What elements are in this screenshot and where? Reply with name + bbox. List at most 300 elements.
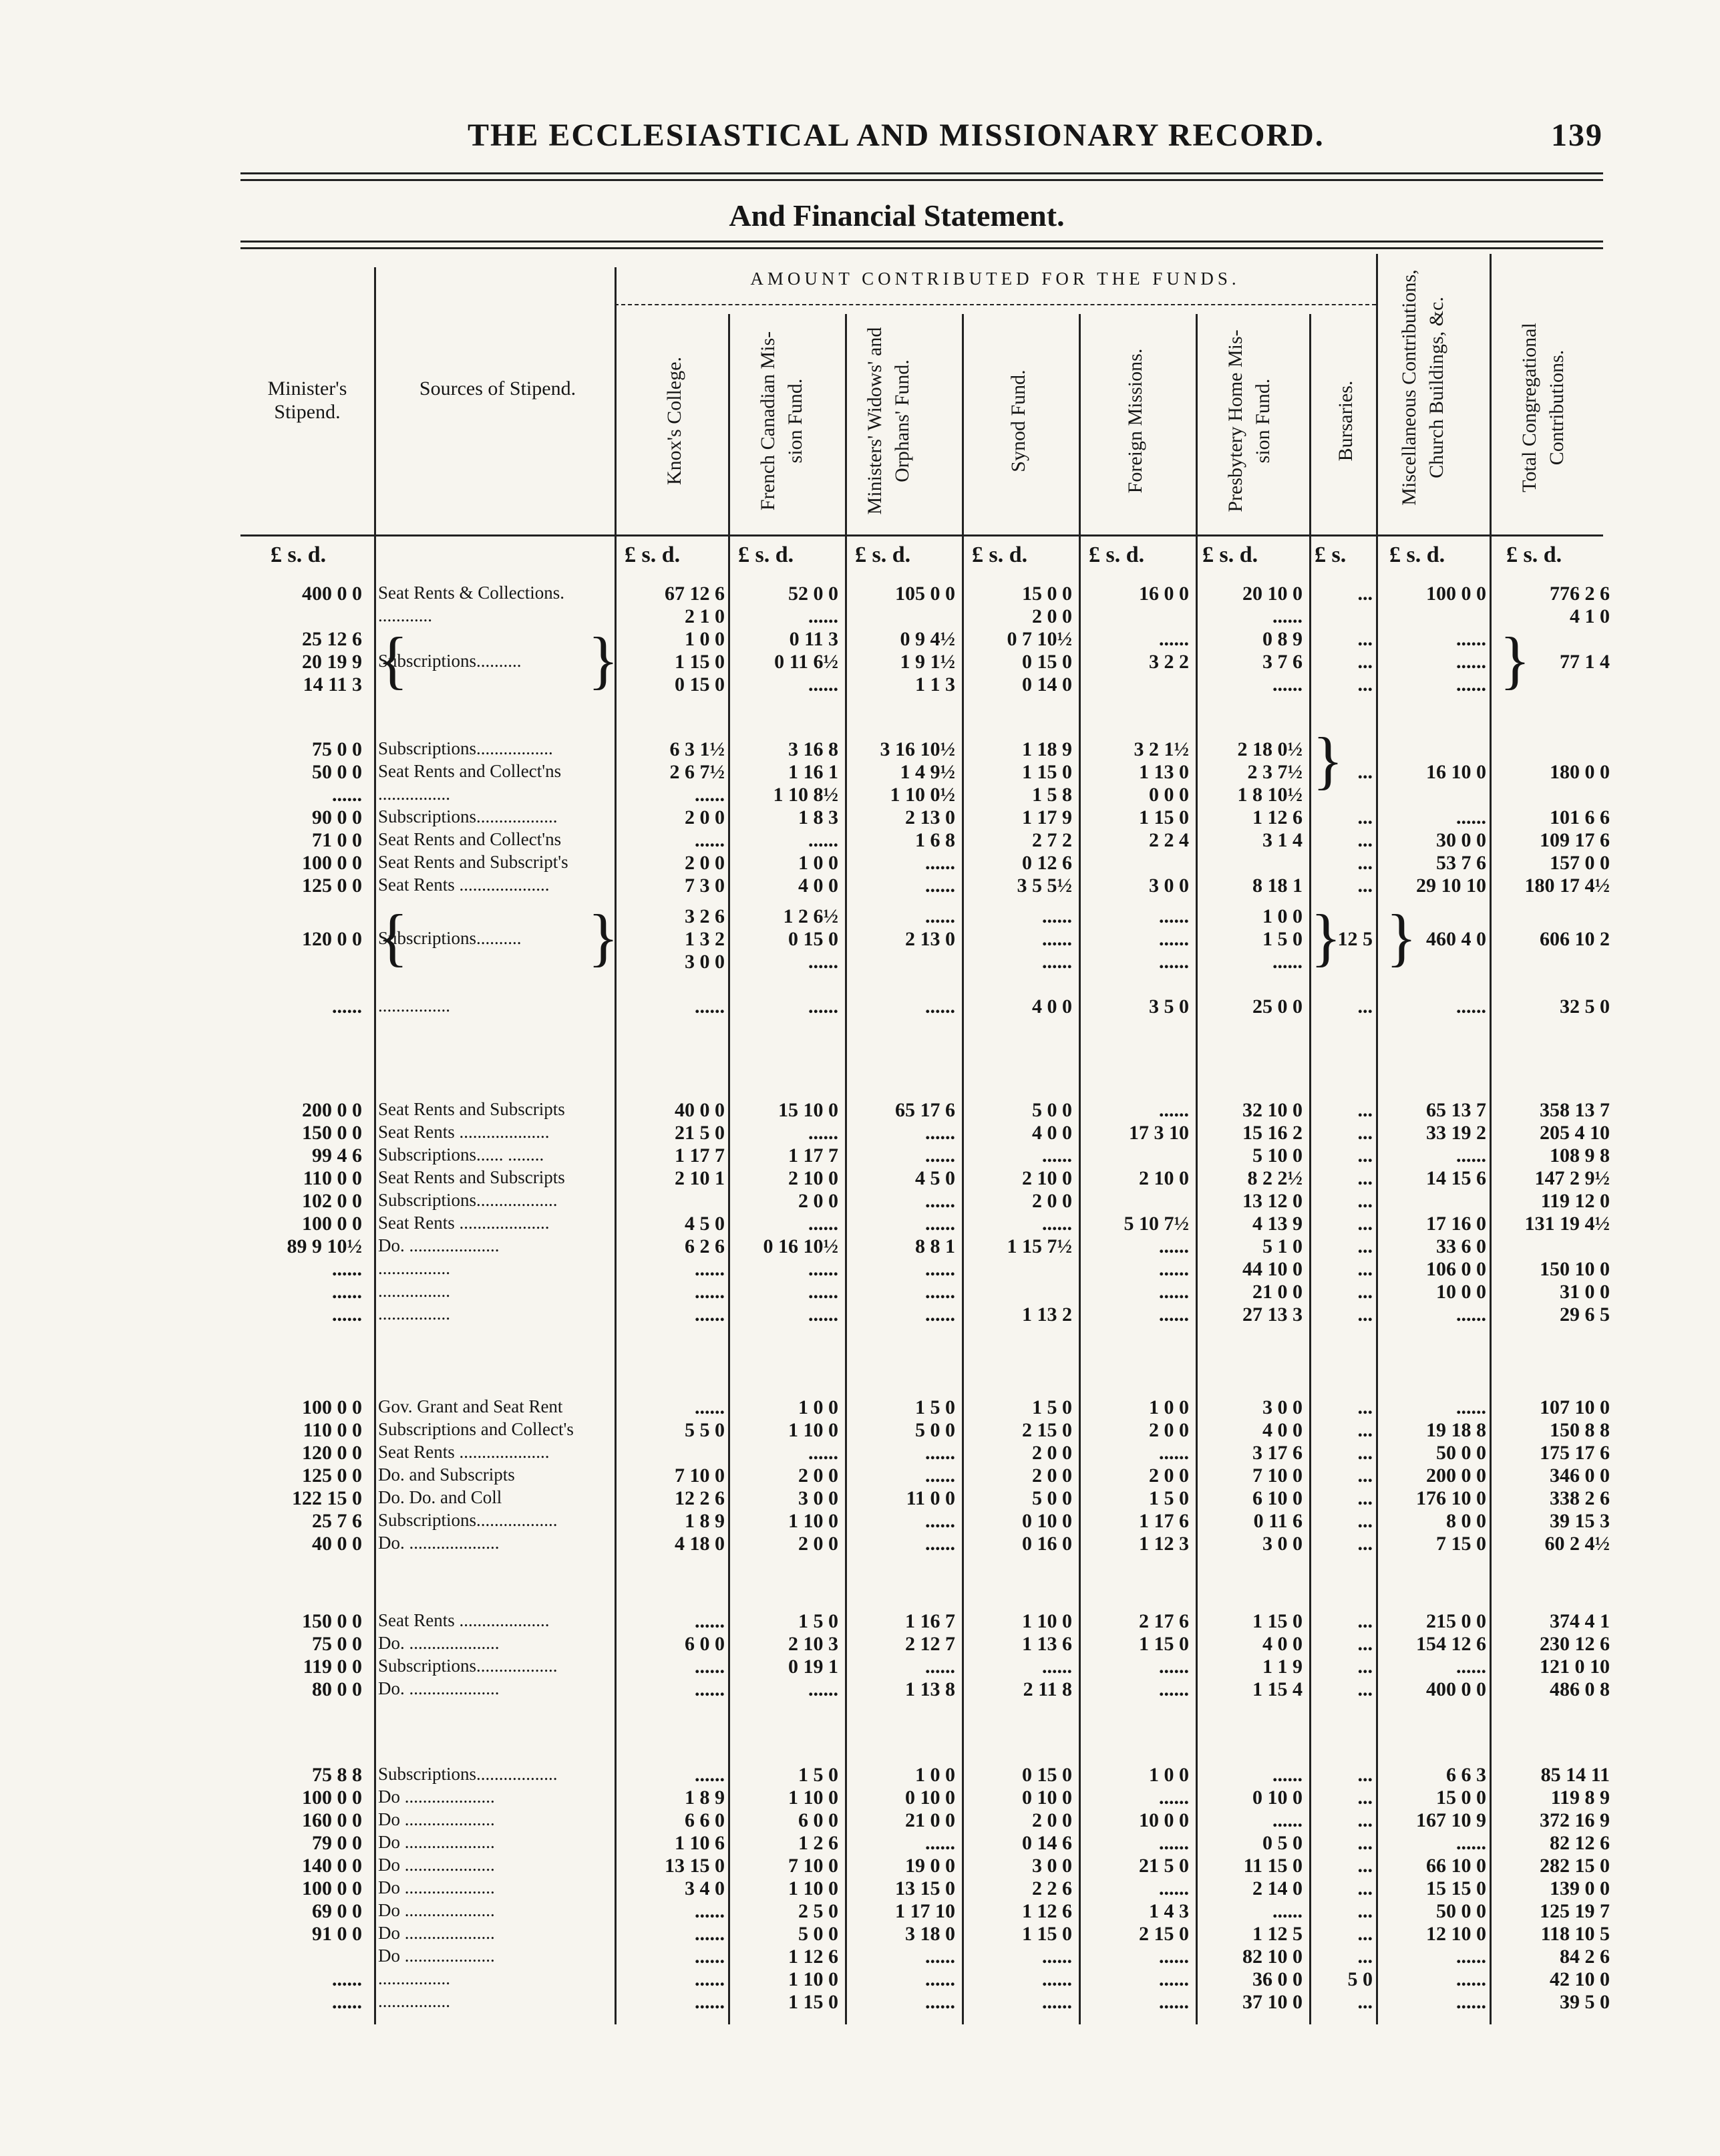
source-cell: Subscriptions.................. xyxy=(378,1510,558,1530)
table-row xyxy=(0,1235,1720,1258)
total-cell: 119 8 9 xyxy=(1550,1787,1610,1809)
misc-cell: 400 0 0 xyxy=(1426,1678,1486,1700)
synod-cell: 0 15 0 xyxy=(1022,1764,1072,1786)
synod-cell: 2 0 0 xyxy=(1032,1809,1072,1831)
presbytery-header: Presbytery Home Mis- sion Fund. xyxy=(1224,329,1274,512)
synod-cell: ...... xyxy=(1042,1946,1072,1968)
table-row xyxy=(0,928,1720,951)
table-row xyxy=(0,1678,1720,1701)
misc-cell: 50 0 0 xyxy=(1436,1442,1486,1464)
misc-cell: 6 6 3 xyxy=(1446,1764,1486,1786)
total-cell: 39 5 0 xyxy=(1560,1991,1610,2013)
source-cell: Do .................... xyxy=(378,1832,495,1852)
table-row xyxy=(0,583,1720,605)
foreign-cell: 3 2 1½ xyxy=(1134,738,1189,760)
total-cell: 101 6 6 xyxy=(1550,806,1610,828)
table-row xyxy=(0,1533,1720,1555)
brace-right: } xyxy=(588,901,619,973)
french-cell: 1 8 3 xyxy=(798,806,838,828)
stipend-cell: ...... xyxy=(332,1281,362,1303)
source-cell: Subscriptions...... ........ xyxy=(378,1144,544,1165)
misc-cell: 154 12 6 xyxy=(1416,1633,1486,1655)
table-row xyxy=(0,1099,1720,1122)
misc-cell: 7 15 0 xyxy=(1436,1533,1486,1555)
knox-cell: 2 0 0 xyxy=(685,806,725,828)
knox-cell: 2 10 1 xyxy=(675,1167,725,1189)
foreign-cell: ...... xyxy=(1159,1968,1189,1990)
table-row xyxy=(0,905,1720,928)
unit-label: £ s. d. xyxy=(972,543,1028,567)
total-cell: 372 16 9 xyxy=(1540,1809,1610,1831)
widows-cell: ...... xyxy=(925,1258,955,1280)
stipend-cell: 102 0 0 xyxy=(302,1190,362,1212)
amount-heading-rule xyxy=(615,304,1376,305)
widows-cell: 2 12 7 xyxy=(905,1633,955,1655)
presbytery-cell: 37 10 0 xyxy=(1242,1991,1303,2013)
stipend-cell: ...... xyxy=(332,1258,362,1280)
synod-cell: 1 5 8 xyxy=(1032,784,1072,806)
foreign-cell: ...... xyxy=(1159,1099,1189,1121)
synod-cell: ...... xyxy=(1042,951,1072,973)
synod-cell: 0 15 0 xyxy=(1022,651,1072,673)
bursaries-cell: ... xyxy=(1357,1809,1373,1831)
french-cell: 1 10 0 xyxy=(788,1787,838,1809)
stipend-cell: 90 0 0 xyxy=(312,806,362,828)
stipend-cell: 50 0 0 xyxy=(312,761,362,783)
presbytery-cell: 3 0 0 xyxy=(1262,1533,1303,1555)
synod-cell: 1 18 9 xyxy=(1022,738,1072,760)
total-cell: 205 4 10 xyxy=(1540,1122,1610,1144)
foreign-cell: ...... xyxy=(1159,1303,1189,1326)
stipend-cell: 150 0 0 xyxy=(302,1122,362,1144)
widows-cell: ...... xyxy=(925,1122,955,1144)
table-row xyxy=(0,1809,1720,1832)
synod-cell: ...... xyxy=(1042,1991,1072,2013)
knox-cell: ...... xyxy=(695,1396,725,1418)
widows-cell: ...... xyxy=(925,1533,955,1555)
source-cell: Seat Rents .................... xyxy=(378,1122,550,1142)
presbytery-cell: 1 15 4 xyxy=(1252,1678,1303,1700)
widows-cell: 0 9 4½ xyxy=(900,628,955,650)
table-row xyxy=(0,1144,1720,1167)
stipend-cell: 120 0 0 xyxy=(302,928,362,950)
french-cell: 2 0 0 xyxy=(798,1465,838,1487)
misc-cell: 460 4 0 xyxy=(1426,928,1486,950)
presbytery-cell: 11 15 0 xyxy=(1243,1855,1303,1877)
french-cell: ...... xyxy=(808,951,838,973)
running-header xyxy=(240,117,1603,164)
bursaries-cell: ... xyxy=(1357,806,1373,828)
bursaries-cell: ... xyxy=(1357,1235,1373,1257)
stipend-cell: 89 9 10½ xyxy=(287,1235,362,1257)
french-cell: 2 10 3 xyxy=(788,1633,838,1655)
knox-cell: ...... xyxy=(695,1968,725,1990)
misc-cell: ...... xyxy=(1456,995,1486,1018)
misc-cell: 66 10 0 xyxy=(1426,1855,1486,1877)
total-cell: 39 15 3 xyxy=(1550,1510,1610,1532)
source-cell: ............ xyxy=(378,605,432,625)
synod-cell: 2 0 0 xyxy=(1032,1465,1072,1487)
misc-cell: 176 10 0 xyxy=(1416,1487,1486,1509)
presbytery-cell: 27 13 3 xyxy=(1242,1303,1303,1326)
stipend-cell: ...... xyxy=(332,1991,362,2013)
bursaries-cell: ... xyxy=(1357,875,1373,897)
french-cell: 1 10 0 xyxy=(788,1968,838,1990)
bursaries-cell: ... xyxy=(1357,1510,1373,1532)
knox-cell: 2 0 0 xyxy=(685,852,725,874)
total-cell: 121 0 10 xyxy=(1540,1656,1610,1678)
widows-cell: 19 0 0 xyxy=(905,1855,955,1877)
bursaries-cell: ... xyxy=(1357,995,1373,1018)
stipend-cell: 40 0 0 xyxy=(312,1533,362,1555)
stipend-cell: ...... xyxy=(332,1968,362,1990)
synod-cell: 1 13 6 xyxy=(1022,1633,1072,1655)
stipend-cell: 91 0 0 xyxy=(312,1923,362,1945)
french-cell: 1 2 6 xyxy=(798,1832,838,1854)
table-row xyxy=(0,1968,1720,1991)
french-cell: ...... xyxy=(808,605,838,627)
stipend-cell: 71 0 0 xyxy=(312,829,362,851)
foreign-cell: ...... xyxy=(1159,1442,1189,1464)
page-title: THE ECCLESIASTICAL AND MISSIONARY RECORD. xyxy=(468,118,1325,153)
total-cell: 180 17 4½ xyxy=(1524,875,1610,897)
widows-cell: ...... xyxy=(925,1144,955,1167)
presbytery-cell: 2 18 0½ xyxy=(1237,738,1303,760)
knox-cell: 1 8 9 xyxy=(685,1787,725,1809)
total-cell: 131 19 4½ xyxy=(1524,1213,1610,1235)
foreign-cell: ...... xyxy=(1159,1877,1189,1899)
widows-cell: 8 8 1 xyxy=(915,1235,955,1257)
foreign-cell: ...... xyxy=(1159,951,1189,973)
bursaries-cell: ... xyxy=(1357,1487,1373,1509)
table-row xyxy=(0,1991,1720,2014)
total-cell: 150 10 0 xyxy=(1540,1258,1610,1280)
stipend-cell: 79 0 0 xyxy=(312,1832,362,1854)
stipend-cell: 14 11 3 xyxy=(303,673,362,696)
synod-cell: 1 12 6 xyxy=(1022,1900,1072,1922)
knox-cell: ...... xyxy=(695,1923,725,1945)
brace-right: } xyxy=(588,624,619,696)
source-cell: ................ xyxy=(378,995,450,1016)
table-row xyxy=(0,1122,1720,1144)
presbytery-cell: 0 5 0 xyxy=(1262,1832,1303,1854)
foreign-cell: 3 0 0 xyxy=(1149,875,1189,897)
knox-cell: 6 2 6 xyxy=(685,1235,725,1257)
misc-cell: ...... xyxy=(1456,651,1486,673)
misc-cell: 15 15 0 xyxy=(1426,1877,1486,1899)
total-cell: 60 2 4½ xyxy=(1544,1533,1610,1555)
total-cell: 119 12 0 xyxy=(1540,1190,1610,1212)
total-cell: 147 2 9½ xyxy=(1534,1167,1610,1189)
source-cell: Do .................... xyxy=(378,1946,495,1966)
table-row xyxy=(0,1610,1720,1633)
foreign-cell: ...... xyxy=(1159,1258,1189,1280)
table-row xyxy=(0,1877,1720,1900)
misc-cell: 106 0 0 xyxy=(1426,1258,1486,1280)
french-cell: ...... xyxy=(808,1678,838,1700)
stipend-cell: 99 4 6 xyxy=(312,1144,362,1167)
bursaries-cell: ... xyxy=(1357,1787,1373,1809)
synod-cell: 15 0 0 xyxy=(1022,583,1072,605)
knox-cell: 3 4 0 xyxy=(685,1877,725,1899)
total-cell: 338 2 6 xyxy=(1550,1487,1610,1509)
table-row xyxy=(0,852,1720,875)
bursaries-cell: ... xyxy=(1357,1923,1373,1945)
stipend-cell: 140 0 0 xyxy=(302,1855,362,1877)
source-cell: Seat Rents .................... xyxy=(378,1213,550,1233)
knox-cell: 3 0 0 xyxy=(685,951,725,973)
knox-cell: 1 17 7 xyxy=(675,1144,725,1167)
widows-cell: 1 1 3 xyxy=(915,673,955,696)
misc-header: Miscellaneous Contributions, Church Buildings, &c. xyxy=(1398,269,1447,506)
french-cell: 6 0 0 xyxy=(798,1809,838,1831)
table-row xyxy=(0,875,1720,897)
total-cell: 175 17 6 xyxy=(1540,1442,1610,1464)
source-cell: Subscriptions.......... xyxy=(378,928,522,948)
foreign-cell: 16 0 0 xyxy=(1139,583,1189,605)
total-cell: 776 2 6 xyxy=(1550,583,1610,605)
widows-cell: 1 9 1½ xyxy=(900,651,955,673)
table-row xyxy=(0,1190,1720,1213)
french-cell: 1 12 6 xyxy=(788,1946,838,1968)
widows-cell: ...... xyxy=(925,905,955,927)
knox-cell: 21 5 0 xyxy=(675,1122,725,1144)
bursaries-cell: ... xyxy=(1357,1678,1373,1700)
foreign-cell: ...... xyxy=(1159,628,1189,650)
bursaries-cell: ... xyxy=(1357,1533,1373,1555)
knox-cell: ...... xyxy=(695,1764,725,1786)
widows-cell: 1 6 8 xyxy=(915,829,955,851)
knox-cell: 1 3 2 xyxy=(685,928,725,950)
source-cell: ................ xyxy=(378,1991,450,2011)
source-cell: Do. .................... xyxy=(378,1678,500,1698)
bursaries-cell: ... xyxy=(1357,1877,1373,1899)
table-row xyxy=(0,1419,1720,1442)
bursaries-cell: ... xyxy=(1357,1656,1373,1678)
misc-cell: 33 19 2 xyxy=(1426,1122,1486,1144)
presbytery-cell: 20 10 0 xyxy=(1242,583,1303,605)
synod-cell: ...... xyxy=(1042,905,1072,927)
table-row xyxy=(0,995,1720,1018)
unit-label: £ s. d. xyxy=(738,543,794,567)
page-subtitle: And Financial Statement. xyxy=(729,198,1065,233)
foreign-cell: 2 0 0 xyxy=(1149,1465,1189,1487)
bursaries-cell: ... xyxy=(1357,1419,1373,1441)
synod-cell: 2 10 0 xyxy=(1022,1167,1072,1189)
knox-cell: 40 0 0 xyxy=(675,1099,725,1121)
table-row xyxy=(0,1764,1720,1787)
bursaries-cell: ... xyxy=(1357,628,1373,650)
knox-cell: ...... xyxy=(695,784,725,806)
source-cell: Seat Rents and Collect'ns xyxy=(378,761,562,781)
synod-cell: ...... xyxy=(1042,928,1072,950)
total-cell: 606 10 2 xyxy=(1540,928,1610,950)
stipend-cell: 75 0 0 xyxy=(312,738,362,760)
presbytery-cell: 25 0 0 xyxy=(1252,995,1303,1018)
bursaries-cell: ... xyxy=(1357,1213,1373,1235)
misc-cell: 33 6 0 xyxy=(1436,1235,1486,1257)
french-cell: 15 10 0 xyxy=(778,1099,838,1121)
table-row xyxy=(0,784,1720,806)
knox-cell: ...... xyxy=(695,1281,725,1303)
french-cell: 52 0 0 xyxy=(788,583,838,605)
knox-cell: 1 15 0 xyxy=(675,651,725,673)
bursaries-cell: ... xyxy=(1357,1832,1373,1854)
unit-label: £ s. d. xyxy=(1506,543,1562,567)
foreign-cell: 3 5 0 xyxy=(1149,995,1189,1018)
french-cell: 1 10 0 xyxy=(788,1510,838,1532)
total-cell: 486 0 8 xyxy=(1550,1678,1610,1700)
unit-label: £ s. d. xyxy=(855,543,911,567)
source-cell: Do .................... xyxy=(378,1877,495,1897)
synod-cell: ...... xyxy=(1042,1144,1072,1167)
foreign-cell: 1 0 0 xyxy=(1149,1764,1189,1786)
source-cell: Seat Rents and Subscript's xyxy=(378,852,568,872)
table-row xyxy=(0,651,1720,673)
bursaries-cell: ... xyxy=(1357,761,1373,783)
presbytery-cell: 3 1 4 xyxy=(1262,829,1303,851)
table-row xyxy=(0,1396,1720,1419)
stipend-cell: 25 12 6 xyxy=(302,628,362,650)
synod-cell: 1 15 0 xyxy=(1022,1923,1072,1945)
table-row xyxy=(0,1213,1720,1235)
table-row xyxy=(0,1465,1720,1487)
stipend-cell: 110 0 0 xyxy=(303,1167,362,1189)
french-cell: 0 11 3 xyxy=(789,628,838,650)
foreign-cell: 2 10 0 xyxy=(1139,1167,1189,1189)
presbytery-cell: 4 0 0 xyxy=(1262,1419,1303,1441)
french-cell: 5 0 0 xyxy=(798,1923,838,1945)
congregation-group xyxy=(0,1099,1720,1326)
misc-cell: ...... xyxy=(1456,1968,1486,1990)
total-cell: 77 1 4 xyxy=(1560,651,1610,673)
knox-cell: 12 2 6 xyxy=(675,1487,725,1509)
bursaries-cell: ... xyxy=(1357,1099,1373,1121)
congregation-group xyxy=(0,901,1720,973)
widows-cell: ...... xyxy=(925,1303,955,1326)
misc-cell: 200 0 0 xyxy=(1426,1465,1486,1487)
total-cell: 118 10 5 xyxy=(1540,1923,1610,1945)
foreign-cell: ...... xyxy=(1159,1946,1189,1968)
source-cell: Do .................... xyxy=(378,1900,495,1920)
widows-cell: ...... xyxy=(925,1510,955,1532)
bursaries-cell: ... xyxy=(1357,583,1373,605)
total-cell: 42 10 0 xyxy=(1550,1968,1610,1990)
foreign-cell: ...... xyxy=(1159,1678,1189,1700)
widows-cell: 4 5 0 xyxy=(915,1167,955,1189)
stipend-cell: 75 0 0 xyxy=(312,1633,362,1655)
widows-cell: ...... xyxy=(925,1968,955,1990)
french-cell: 1 10 8½ xyxy=(773,784,838,806)
bursaries-cell: ... xyxy=(1357,1442,1373,1464)
foreign-cell: 2 15 0 xyxy=(1139,1923,1189,1945)
stipend-cell: 200 0 0 xyxy=(302,1099,362,1121)
source-cell: ................ xyxy=(378,784,450,804)
synod-cell: 5 0 0 xyxy=(1032,1099,1072,1121)
widows-cell: ...... xyxy=(925,1213,955,1235)
table-row xyxy=(0,1442,1720,1465)
foreign-cell: 1 15 0 xyxy=(1139,806,1189,828)
widows-header: Ministers' Widows' and Orphans' Fund. xyxy=(864,327,913,515)
french-cell: 1 16 1 xyxy=(788,761,838,783)
presbytery-cell: 0 8 9 xyxy=(1262,628,1303,650)
total-cell: 108 9 8 xyxy=(1550,1144,1610,1167)
bursaries-header: Bursaries. xyxy=(1335,380,1357,462)
source-cell: Seat Rents .................... xyxy=(378,875,550,895)
presbytery-cell: 32 10 0 xyxy=(1242,1099,1303,1121)
total-cell: 282 15 0 xyxy=(1540,1855,1610,1877)
presbytery-cell: ...... xyxy=(1272,1809,1303,1831)
synod-cell: 4 0 0 xyxy=(1032,1122,1072,1144)
misc-cell: 16 10 0 xyxy=(1426,761,1486,783)
synod-header: Synod Fund. xyxy=(1007,369,1029,472)
knox-cell: ...... xyxy=(695,1946,725,1968)
source-cell: Do. .................... xyxy=(378,1533,500,1553)
knox-cell: 1 10 6 xyxy=(675,1832,725,1854)
foreign-cell: 5 10 7½ xyxy=(1124,1213,1189,1235)
widows-cell: ...... xyxy=(925,995,955,1018)
presbytery-cell: 36 0 0 xyxy=(1252,1968,1303,1990)
source-cell: Seat Rents .................... xyxy=(378,1610,550,1630)
french-cell: ...... xyxy=(808,1303,838,1326)
brace-misc: } xyxy=(1386,901,1417,973)
synod-cell: ...... xyxy=(1042,1656,1072,1678)
widows-cell: ...... xyxy=(925,1656,955,1678)
bursaries-cell: ... xyxy=(1357,1396,1373,1418)
synod-cell: 1 5 0 xyxy=(1032,1396,1072,1418)
synod-cell: 0 7 10½ xyxy=(1007,628,1072,650)
bursaries-cell: ... xyxy=(1357,1855,1373,1877)
stipend-cell: ...... xyxy=(332,995,362,1018)
french-cell: 1 5 0 xyxy=(798,1764,838,1786)
knox-cell: ...... xyxy=(695,1656,725,1678)
stipend-cell: 100 0 0 xyxy=(302,1877,362,1899)
presbytery-cell: 44 10 0 xyxy=(1242,1258,1303,1280)
page-number: 139 xyxy=(1551,118,1603,153)
widows-cell: 21 0 0 xyxy=(905,1809,955,1831)
presbytery-cell: 3 17 6 xyxy=(1252,1442,1303,1464)
presbytery-cell: 1 1 9 xyxy=(1262,1656,1303,1678)
widows-cell: ...... xyxy=(925,1190,955,1212)
synod-cell: 1 15 7½ xyxy=(1007,1235,1072,1257)
misc-cell: 50 0 0 xyxy=(1436,1900,1486,1922)
synod-cell: 2 0 0 xyxy=(1032,1442,1072,1464)
french-cell: ...... xyxy=(808,995,838,1018)
total-cell: 32 5 0 xyxy=(1560,995,1610,1018)
synod-cell: 2 0 0 xyxy=(1032,605,1072,627)
knox-cell: 67 12 6 xyxy=(665,583,725,605)
widows-cell: 3 18 0 xyxy=(905,1923,955,1945)
presbytery-cell: ...... xyxy=(1272,673,1303,696)
misc-cell: ...... xyxy=(1456,1656,1486,1678)
bursaries-cell: ... xyxy=(1357,1303,1373,1326)
presbytery-cell: ...... xyxy=(1272,951,1303,973)
bursaries-cell: ... xyxy=(1357,1144,1373,1167)
knox-cell: 5 5 0 xyxy=(685,1419,725,1441)
knox-cell: 13 15 0 xyxy=(665,1855,725,1877)
header-rule-1 xyxy=(240,172,1603,174)
congregation-group xyxy=(0,1396,1720,1555)
table-row xyxy=(0,1832,1720,1855)
widows-cell: 1 13 8 xyxy=(905,1678,955,1700)
widows-cell: 5 0 0 xyxy=(915,1419,955,1441)
header-bottom-rule xyxy=(240,534,1603,536)
presbytery-cell: 4 0 0 xyxy=(1262,1633,1303,1655)
foreign-cell: 1 13 0 xyxy=(1139,761,1189,783)
widows-cell: ...... xyxy=(925,1465,955,1487)
french-cell: 1 0 0 xyxy=(798,852,838,874)
presbytery-cell: 0 10 0 xyxy=(1252,1787,1303,1809)
